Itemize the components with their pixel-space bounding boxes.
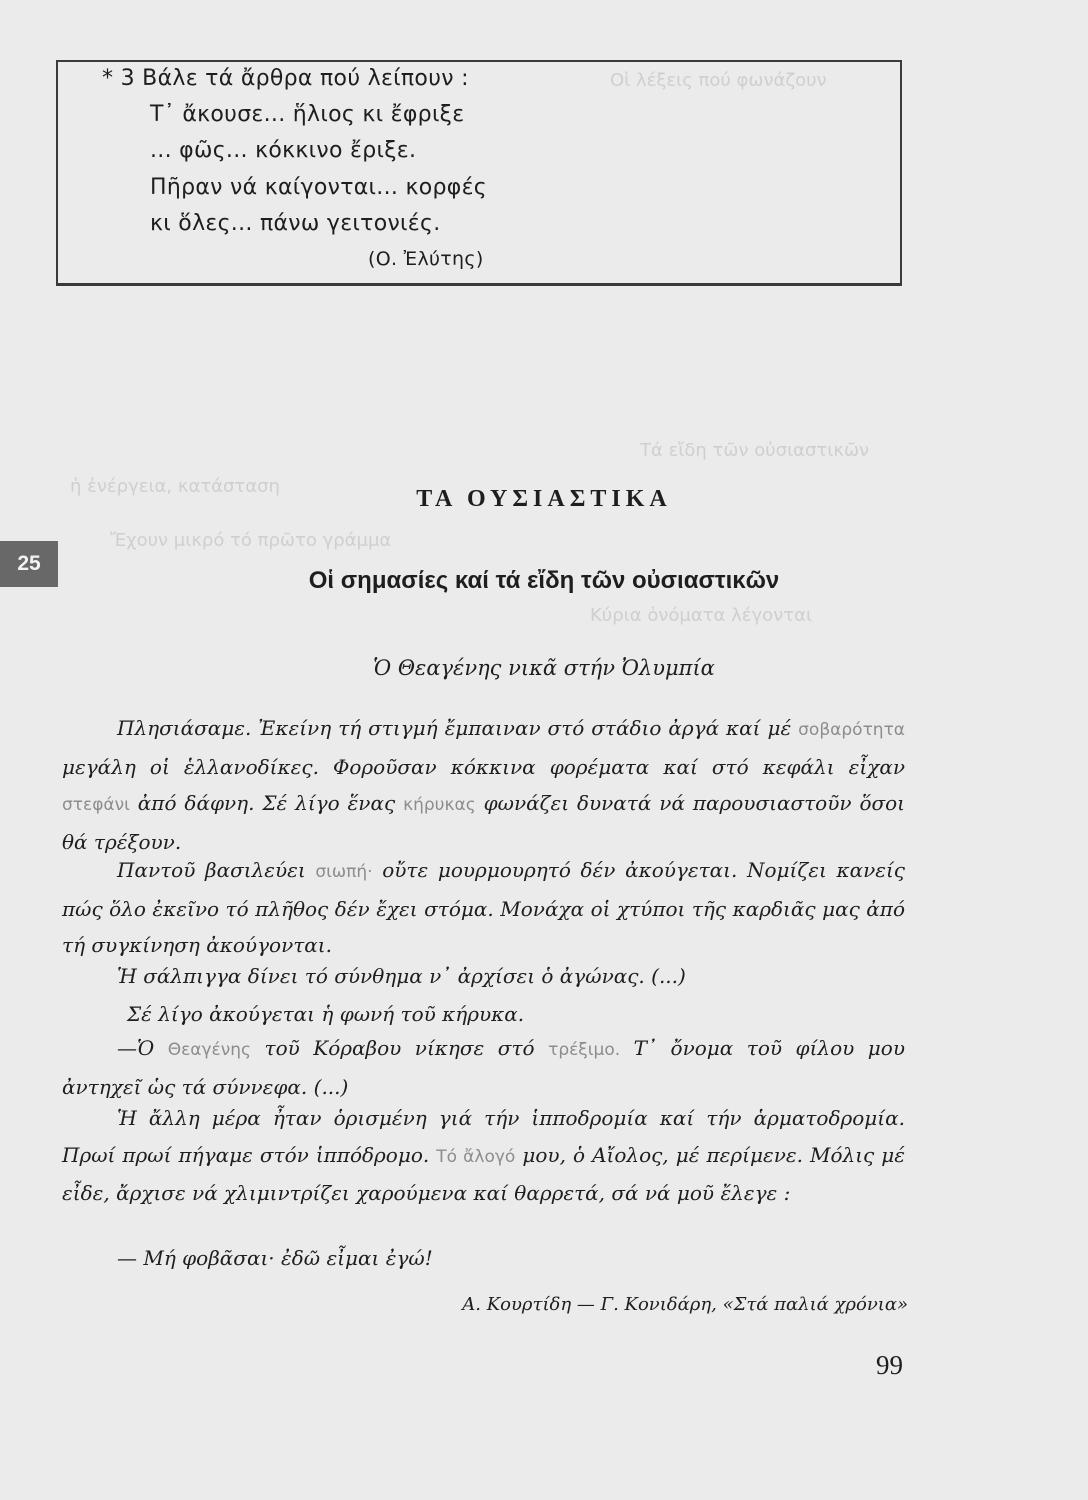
paragraph (62, 1030, 905, 1105)
handwritten-annotation: σοβαρότητα (798, 720, 906, 740)
handwritten-annotation: στεφάνι (62, 795, 130, 815)
handwritten-annotation: Τό ἄλογό (436, 1146, 516, 1167)
paragraph (62, 852, 905, 964)
bleed-through-text: Κύρια ὀνόματα λέγονται (590, 605, 813, 626)
paragraph (62, 1240, 905, 1277)
bleed-through-text: Τά εἴδη τῶν οὐσιαστικῶν (640, 440, 870, 461)
paragraph-text: Ἡ ἄλλη μέρα ἦταν ὁρισμένη γιά τήν ἱπποδρομία καί τήν ἁρματοδρομία. Πρωί πρωί πήγαμε στόν ἱππόδρομο. (62, 1106, 905, 1167)
exercise-box (56, 60, 902, 286)
paragraph-text: ἀπό δάφνη. Σέ λίγο ἕνας (137, 791, 396, 815)
paragraph-text: Τ᾽ ὄνομα τοῦ φίλου μου ἀντηχεῖ ὡς τά σύννεφα. (...) (62, 1036, 905, 1099)
exercise-line: Πῆραν νά καίγονται... κορφές (150, 175, 487, 200)
handwritten-annotation: σιωπή· (315, 862, 373, 882)
paragraph-text: φωνάζει δυνατά νά παρουσιαστοῦν ὅσοι θά τρέξουν. (62, 791, 906, 854)
exercise-line: ... φῶς... κόκκινο ἔριξε. (150, 138, 417, 163)
exercise-line: κι ὅλες... πάνω γειτονιές. (150, 211, 441, 236)
text-title: Ὁ Θεαγένης νικᾶ στήν Ὀλυμπία (373, 656, 715, 680)
exercise-heading: * 3 Βάλε τά ἄρθρα πού λείπουν : (102, 66, 469, 91)
paragraph-text: Πλησιάσαμε. Ἐκείνη τή στιγμή ἔμπαιναν στό στάδιο ἀργά καί μέ (117, 716, 792, 740)
paragraph-text: μου, ὁ Αἴολος, μέ περίμενε. Μόλις μέ εἶδε, ἄρχισε νά χλιμιντρίζει χαρούμενα καί θαρρετά, σά νά μοῦ ἔλεγε : (62, 1142, 906, 1205)
chapter-tab: 25 (0, 541, 58, 587)
paragraph-text: —Ὁ (117, 1036, 155, 1060)
paragraph (62, 710, 905, 860)
bleed-through-text: Οἱ λέξεις πού φωνάζουν (610, 70, 827, 91)
paragraph (62, 996, 905, 1033)
subtitle: Οἱ σημασίες καί τά εἴδη τῶν οὐσιαστικῶν (308, 567, 780, 594)
handwritten-annotation: τρέξιμο. (548, 1040, 621, 1060)
paragraph-text: μεγάλη οἱ ἑλλανοδίκες. Φοροῦσαν κόκκινα φορέματα καί στό κεφάλι εἶχαν (62, 754, 905, 779)
bleed-through-text: Ἔχουν μικρό τό πρῶτο γράμμα (110, 530, 392, 551)
paragraph (62, 958, 905, 995)
section-title: ΤΑ ΟΥΣΙΑΣΤΙΚΑ (416, 486, 672, 512)
exercise-author: (Ο. Ἐλύτης) (368, 248, 484, 270)
handwritten-annotation: Θεαγένης (167, 1040, 251, 1060)
paragraph-text: οὔτε μουρμουρητό δέν ἀκούγεται. Νομίζει κανείς πώς ὅλο ἐκεῖνο τό πλῆθος δέν ἔχει στόμα. Μονάχα οἱ χτύποι τῆς καρδιᾶς μας ἀπό τή συγκίνηση ἀκούγονται. (62, 858, 906, 957)
bleed-through-text: ἡ ἐνέργεια, κατάσταση (70, 476, 280, 497)
paragraph-text: — Μή φοβᾶσαι· ἐδῶ εἶμαι ἐγώ! (117, 1246, 433, 1270)
page-number: 99 (876, 1350, 903, 1380)
paragraph-text: Ἡ σάλπιγγα δίνει τό σύνθημα ν᾽ ἀρχίσει ὁ ἀγώνας. (...) (117, 964, 686, 988)
source-citation: Α. Κουρτίδη — Γ. Κονιδάρη, «Στά παλιά χρόνια» (462, 1294, 908, 1315)
paragraph-text: τοῦ Κόραβου νίκησε στό (264, 1036, 535, 1060)
exercise-line: Τ᾽ ἄκουσε... ἥλιος κι ἔφριξε (150, 102, 465, 127)
paragraph (62, 1100, 905, 1212)
handwritten-annotation: κήρυκας (403, 795, 476, 815)
paragraph-text: Παντοῦ βασιλεύει (117, 858, 306, 882)
paragraph-text: Σέ λίγο ἀκούγεται ἡ φωνή τοῦ κήρυκα. (127, 1002, 525, 1026)
